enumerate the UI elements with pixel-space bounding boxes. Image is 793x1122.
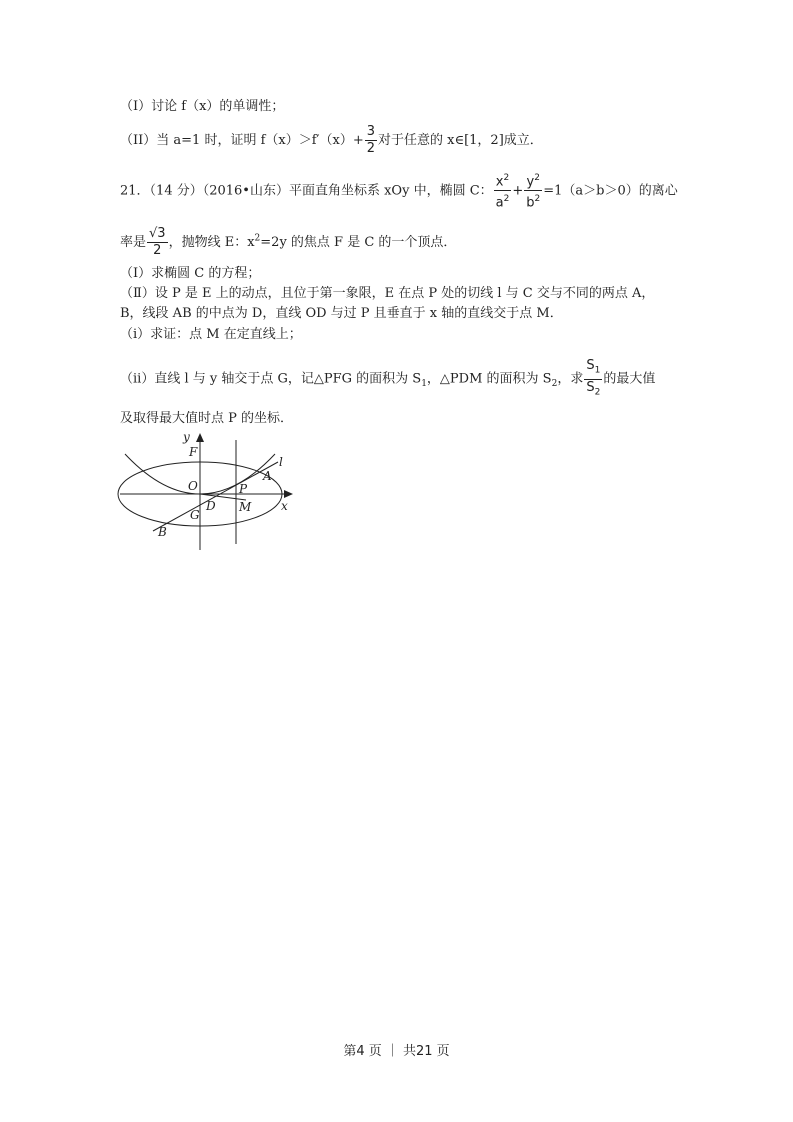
exponent: 2 [503,194,510,205]
label-y: y [183,430,190,444]
fraction-numerator [494,170,512,191]
sub-ii-text-d: 的最大值 [603,371,656,387]
var-y: y [526,174,535,190]
q21-part2-line2: B，线段 AB 的中点为 D，直线 OD 与过 P 且垂直于 x 轴的直线交于点 M． [120,306,563,321]
fraction-denominator: 2 [366,141,375,156]
q20-part2-text-a: （II）当 a=1 时，证明 f（x）＞f′（x）+ [120,133,364,148]
subscript: 1 [594,365,601,376]
plus-sign: + [512,183,524,199]
q21-part1: （I）求椭圆 C 的方程； [120,266,261,281]
var-b: b [526,195,535,211]
fraction-numerator [584,358,602,380]
label-g: G [190,508,200,522]
ecc-text-a: 率是 [120,235,147,250]
fraction-three-halves [365,124,377,157]
q21-sub-i: （i）求证：点 M 在定直线上； [120,327,302,342]
var-s: S [586,358,595,373]
fraction-denominator [584,380,602,401]
ecc-text-c: =2y 的焦点 F 是 C 的一个顶点． [260,235,457,250]
ellipse-parabola-figure [115,428,305,556]
subscript: 2 [594,387,601,398]
sub-ii-text-c: ，求 [557,371,584,387]
sub-2: 2 [551,379,558,390]
y-axis-arrow [196,433,204,442]
sub-ii-text-a: （ii）直线 l 与 y 轴交于点 G，记△PFG 的面积为 S [120,371,422,387]
q21-header-text-a: 21．（14 分）（2016•山东）平面直角坐标系 xOy 中，椭圆 C： [120,183,493,199]
sub-1: 1 [421,379,427,390]
q21-part2-line1: （Ⅱ）设 P 是 E 上的动点，且位于第一象限，E 在点 P 处的切线 l 与 C 交与不同的两点 A， [120,286,655,301]
label-b: B [158,525,167,539]
exponent: 2 [534,173,540,183]
var-s: S [586,379,595,395]
var-x: x [495,174,504,190]
q21-last-line: 及取得最大值时点 P 的坐标． [120,411,294,426]
ecc-text-b: ，抛物线 E：x [168,235,255,250]
label-o: O [188,479,198,493]
fraction-numerator: √3 [149,226,166,241]
var-a: a [495,195,504,211]
fraction-sqrt3-over-2 [147,226,168,259]
fraction-x2-a2 [494,170,512,212]
fraction-denominator: 2 [153,243,162,258]
fraction-numerator [524,170,542,191]
fraction-y2-b2 [524,170,542,212]
label-l: l [279,455,283,469]
q21-header-text-b: =1（a＞b＞0）的离心 [543,183,678,199]
label-m: M [239,500,252,514]
x-axis-arrow [284,490,293,498]
fraction-denominator [524,191,542,211]
q20-part2-text-b: 对于任意的 x∈[1，2]成立． [378,133,543,148]
page-footer: 第4 页 ｜ 共21 页 [343,1044,450,1059]
label-d: D [206,499,216,513]
ecc-sup: 2 [254,233,261,244]
fraction-s1-s2 [584,358,602,400]
sub-ii-text-b: ，△PDM 的面积为 S [426,371,552,387]
label-x: x [281,499,288,513]
label-a: A [263,469,272,483]
label-p: P [239,482,248,496]
fraction-numerator: 3 [366,124,375,139]
q21-header [120,170,678,212]
q20-part2 [120,124,543,157]
q21-eccentricity [120,226,456,259]
exponent: 2 [503,173,510,183]
label-f: F [189,445,198,459]
fraction-denominator [494,191,512,211]
q20-part1: （I）讨论 f（x）的单调性； [120,99,285,114]
exponent: 2 [534,194,541,205]
q21-sub-ii [120,358,655,400]
